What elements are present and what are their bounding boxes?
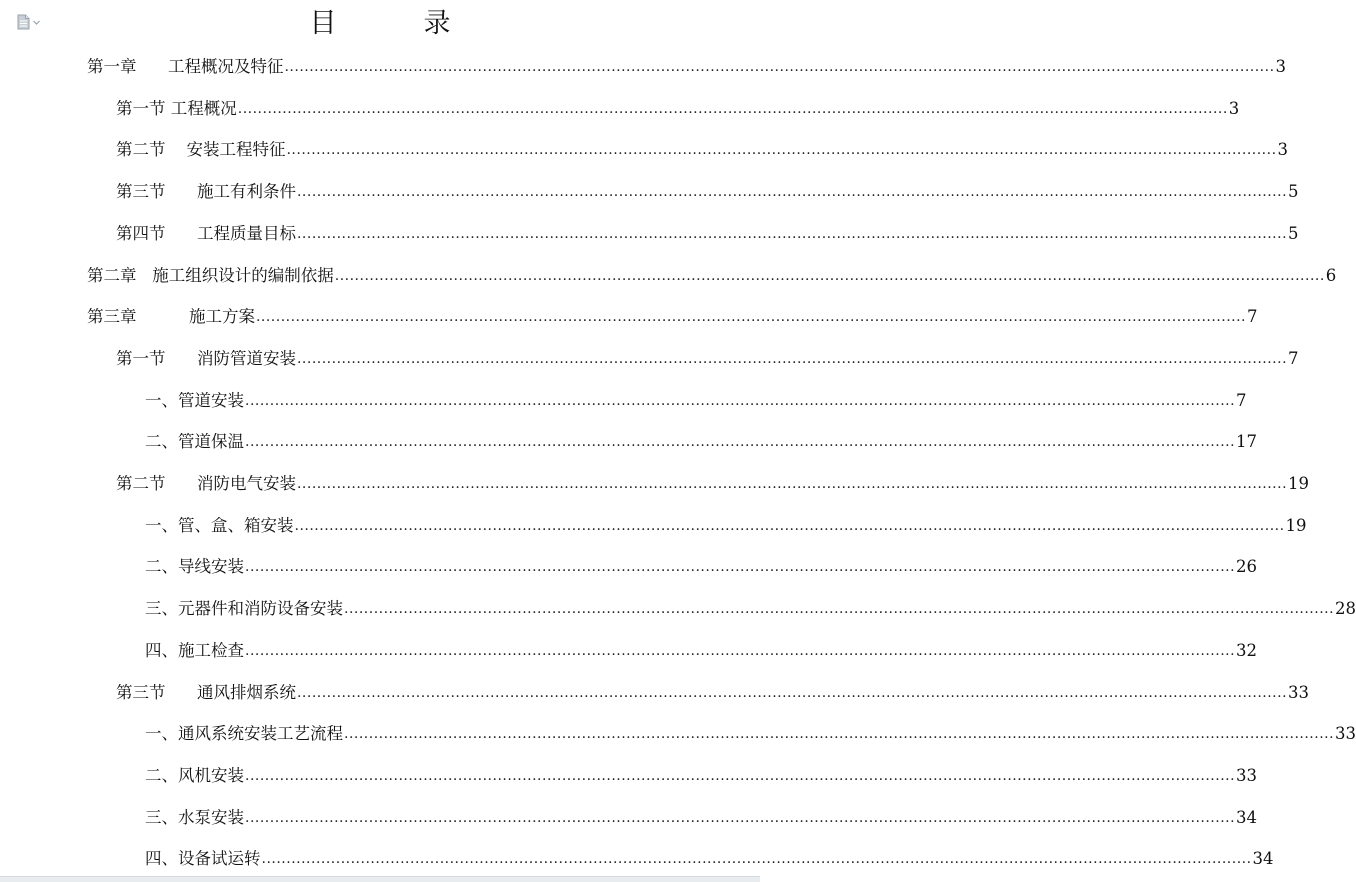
toc-entry-page-number: 3 [1277,140,1289,160]
toc-entry-gap [166,682,197,704]
toc-entry[interactable] [87,54,1287,78]
toc-dot-leader: ........................................................................................................................................................................................................ [245,392,1236,409]
toc-entry[interactable] [116,179,1299,203]
toc-entry[interactable] [116,680,1310,704]
toc-entry-number: 一、 [145,724,178,744]
toc-entry-gap [137,56,168,78]
toc-entry-page-number: 28 [1335,599,1356,619]
toc-entry-number: 第一章 [87,57,137,76]
toc-entry-page-number: 3 [1275,57,1287,76]
toc-entry-page-number: 33 [1335,724,1356,744]
toc-entry-page-number: 32 [1236,640,1258,660]
toc-entry-number: 三、 [145,599,178,619]
toc-entry-number: 第二节 [116,474,166,493]
toc-entry-title: 消防管道安装 [196,348,296,368]
toc-entry-page-number: 5 [1288,223,1299,243]
toc-entry-gap [166,348,197,370]
toc-entry-number: 二、 [145,765,178,785]
toc-entry-title: 元器件和消防设备安装 [178,599,343,619]
toc-entry-title: 消防电气安装 [196,474,296,493]
toc-entry-page-number: 33 [1288,682,1310,702]
toc-entry-page-number: 26 [1236,557,1258,577]
toc-entry-page-number: 19 [1285,515,1307,535]
page-bottom-edge [0,876,760,882]
toc-dot-leader: ........................................................................................................................................................................................................ [296,350,1288,367]
toc-entry-gap [137,306,189,328]
toc-entry[interactable] [145,513,1307,537]
toc-entry[interactable] [145,554,1258,578]
toc-entry-gap [166,181,197,203]
toc-entry-title: 水泵安装 [178,807,244,827]
toc-entry-number: 第二节 [116,140,166,160]
toc-entry-page-number: 33 [1236,765,1258,785]
toc-dot-leader: ........................................................................................................................................................................................................ [284,59,1275,75]
toc-entry-title: 通风排烟系统 [196,682,296,702]
toc-entry[interactable] [145,721,1356,745]
toc-entry-title: 管、盒、箱安装 [178,515,294,535]
toc-dot-leader: ........................................................................................................................................................................................................ [296,225,1288,242]
toc-entry-number: 二、 [145,557,178,577]
toc-entry-title: 设备试运转 [178,849,261,869]
toc-dot-leader: ........................................................................................................................................................................................................ [245,434,1236,451]
toc-entry-page-number: 7 [1247,307,1258,327]
toc-entry-title: 风机安装 [178,765,244,785]
toc-entry-page-number: 34 [1252,849,1274,869]
toc-entry-page-number: 7 [1288,348,1299,368]
toc-entry[interactable] [145,846,1274,870]
toc-dot-leader: ........................................................................................................................................................................................................ [296,184,1288,201]
toc-entry-title: 管道安装 [178,390,244,410]
toc-dot-leader: ........................................................................................................................................................................................................ [294,517,1285,534]
toc-entry-number: 第二章 [87,265,137,285]
toc-entry-title: 施工方案 [188,307,255,327]
toc-entry-title: 施工有利条件 [196,182,296,202]
toc-entry[interactable] [145,805,1258,829]
toc-entry-page-number: 3 [1228,98,1240,118]
toc-entry-title: 工程概况 [170,98,237,118]
toc-dot-leader: ........................................................................................................................................................................................................ [237,100,1228,117]
toc-entry[interactable] [116,96,1240,120]
toc-entry-number: 第三节 [116,682,166,702]
toc-entry[interactable] [145,638,1258,662]
toc-entry-gap [137,265,153,287]
toc-entry-number: 第三章 [87,307,137,327]
toc-entry[interactable] [116,346,1299,370]
page-title: 目 录 [309,8,481,39]
toc-dot-leader: ........................................................................................................................................................................................................ [286,142,1277,159]
toc-entry-title: 安装工程特征 [186,140,286,160]
toc-entry-page-number: 5 [1288,182,1299,202]
toc-dot-leader: ........................................................................................................................................................................................................ [296,684,1288,701]
toc-entry[interactable] [116,137,1289,161]
toc-entry-page-number: 6 [1325,265,1337,285]
toc-entry-page-number: 17 [1236,432,1258,452]
toc-dot-leader: ........................................................................................................................................................................................................ [261,851,1252,868]
toc-entry[interactable] [145,429,1258,453]
toc-entry-number: 四、 [145,849,178,869]
toc-entry-number: 第一节 [116,98,166,118]
toc-dot-leader: ........................................................................................................................................................................................................ [245,559,1236,576]
toc-entry-number: 二、 [145,432,178,452]
toc-entry-title: 施工检查 [178,640,244,660]
toc-entry[interactable] [116,221,1299,245]
toc-entry[interactable] [145,763,1258,787]
toc-entry[interactable] [145,596,1356,620]
toc-entry-title: 通风系统安装工艺流程 [178,724,343,744]
toc-entry-number: 一、 [145,515,178,535]
toc-dot-leader: ........................................................................................................................................................................................................ [344,726,1335,743]
toc-entry-number: 三、 [145,807,178,827]
toc-entry-title: 施工组织设计的编制依据 [152,265,334,285]
toc-entry-number: 第四节 [116,223,166,243]
toc-entry[interactable] [116,471,1310,495]
toc-dot-leader: ........................................................................................................................................................................................................ [296,476,1288,492]
toc-dot-leader: ........................................................................................................................................................................................................ [245,809,1236,826]
toc-entry-page-number: 7 [1236,390,1247,410]
toc-dot-leader: ........................................................................................................................................................................................................ [245,642,1236,659]
toc-entry[interactable] [87,263,1337,287]
toc-dot-leader: ........................................................................................................................................................................................................ [334,267,1325,284]
toc-entry-page-number: 19 [1288,474,1310,493]
toc-dot-leader: ........................................................................................................................................................................................................ [344,601,1335,618]
toc-entry-number: 第一节 [116,348,166,368]
toc-entry-title: 管道保温 [178,432,244,452]
toc-entry-number: 一、 [145,390,178,410]
toc-entry-page-number: 34 [1236,807,1258,827]
toc-entry-gap [166,473,197,495]
toc-entry-gap [166,223,197,245]
toc-entry-title: 工程概况及特征 [167,57,284,76]
toc-entry-number: 四、 [145,640,178,660]
toc-entry[interactable] [145,388,1247,412]
toc-dot-leader: ........................................................................................................................................................................................................ [255,309,1246,326]
toc-dot-leader: ........................................................................................................................................................................................................ [245,767,1236,784]
toc-entry-gap [166,139,187,161]
toc-entry-title: 导线安装 [178,557,244,577]
toc-entry[interactable] [87,304,1258,328]
toc-entry-title: 工程质量目标 [196,223,296,243]
toc-entry-number: 第三节 [116,182,166,202]
